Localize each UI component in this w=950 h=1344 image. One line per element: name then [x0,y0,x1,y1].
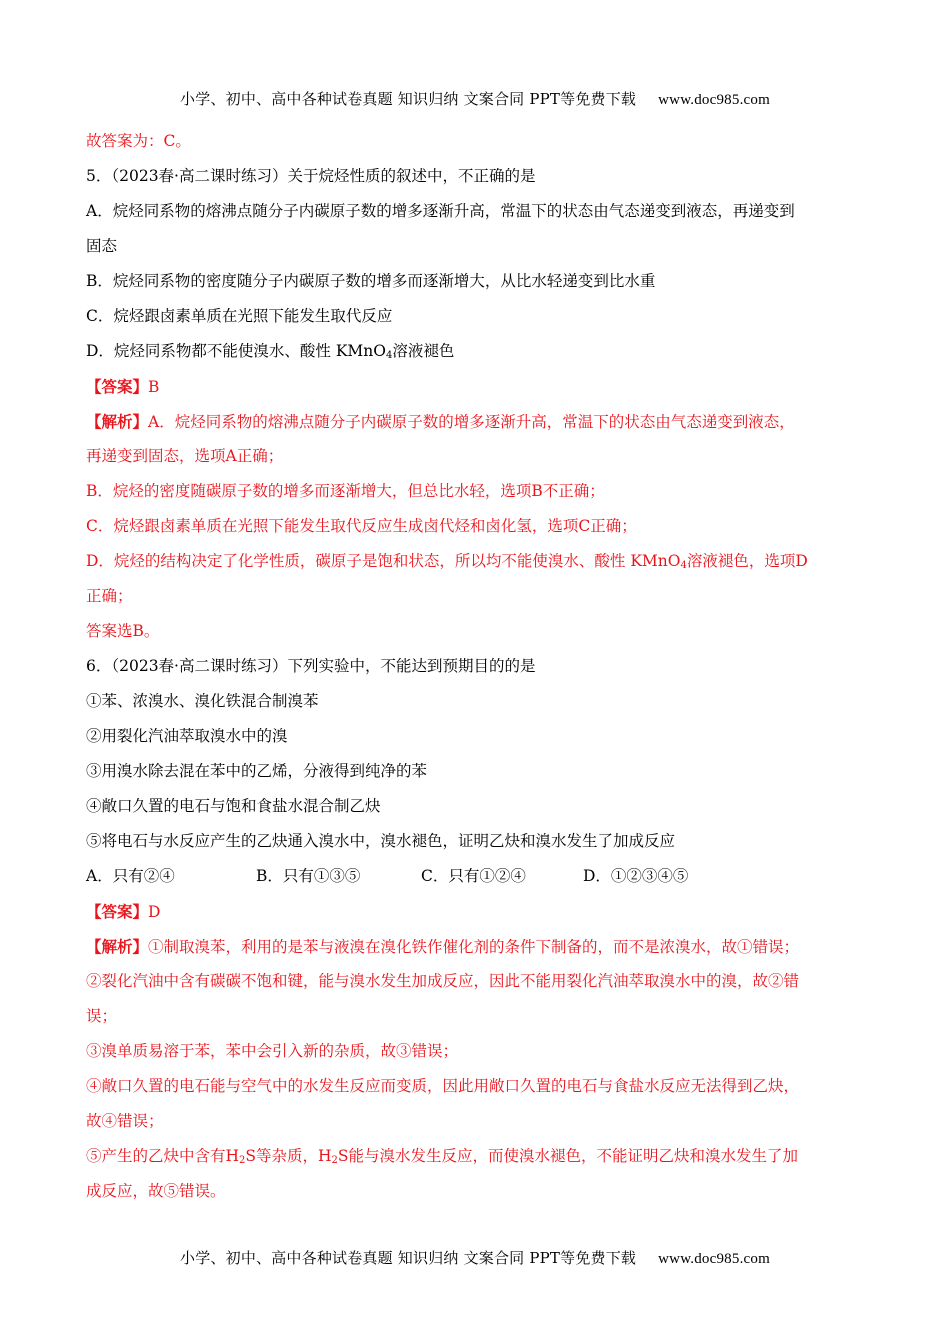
q6-option-c: C．只有①②④ [421,867,526,885]
header-text: 小学、初中、高中各种试卷真题 知识归纳 文案合同 PPT等免费下载 [180,90,637,108]
q5-analysis-line5: D．烷烃的结构决定了化学性质，碳原子是饱和状态，所以均不能使溴水、酸性 KMnO$_4$溶液褪色，选项D [86,552,808,571]
q5-option-a-line1: A．烷烃同系物的熔沸点随分子内碳原子数的增多逐渐升高，常温下的状态由气态递变到液态，再递变到 [86,202,795,220]
q5-option-c: C．烷烃跟卤素单质在光照下能发生取代反应 [86,307,393,325]
q6-statement-4: ④敞口久置的电石与饱和食盐水混合制乙炔 [86,797,381,815]
q6-option-d: D．①②③④⑤ [583,867,689,885]
q6-analysis-line2: ②裂化汽油中含有碳碳不饱和键，能与溴水发生加成反应，因此不能用裂化汽油萃取溴水中的溴，故②错 [86,972,800,990]
footer-text: 小学、初中、高中各种试卷真题 知识归纳 文案合同 PPT等免费下载 [180,1249,637,1267]
q6-option-a: A．只有②④ [86,867,175,885]
q6-analysis-line4: ③溴单质易溶于苯，苯中会引入新的杂质，故③错误； [86,1042,459,1060]
q5-answer: 【答案】B [86,377,160,396]
q6-answer: 【答案】D [86,902,161,921]
q5-stem: 5．（2023春·高二课时练习）关于烷烃性质的叙述中，不正确的是 [86,167,536,185]
q5-analysis-line1: 【解析】A．烷烃同系物的熔沸点随分子内碳原子数的增多逐渐升高，常温下的状态由气态递变到液态， [86,412,795,431]
q6-analysis-line5: ④敞口久置的电石能与空气中的水发生反应而变质，因此用敞口久置的电石与食盐水反应无法得到乙炔， [86,1077,800,1095]
q6-statement-1: ①苯、浓溴水、溴化铁混合制溴苯 [86,692,319,710]
q5-option-b: B．烷烃同系物的密度随分子内碳原子数的增多而逐渐增大，从比水轻递变到比水重 [86,272,656,290]
q5-analysis-line7: 答案选B。 [86,622,160,640]
q6-statement-3: ③用溴水除去混在苯中的乙烯，分液得到纯净的苯 [86,762,428,780]
q5-option-a-line2: 固态 [86,237,118,255]
q6-option-b: B．只有①③⑤ [256,867,361,885]
document-body [86,124,866,1209]
footer-url[interactable]: www.doc985.com [658,1251,770,1267]
q6-analysis-line1: 【解析】①制取溴苯，利用的是苯与液溴在溴化铁作催化剂的条件下制备的，而不是浓溴水，故①错误； [86,937,800,956]
header-url[interactable]: www.doc985.com [658,92,770,108]
q5-analysis-line4: C．烷烃跟卤素单质在光照下能发生取代反应生成卤代烃和卤化氢，选项C正确； [86,517,637,535]
q6-analysis-line6: 故④错误； [86,1112,164,1130]
q6-statement-2: ②用裂化汽油萃取溴水中的溴 [86,727,288,745]
q6-options [86,859,866,894]
q6-stem: 6．（2023春·高二课时练习）下列实验中，不能达到预期目的的是 [86,657,536,675]
q6-analysis-line8: 成反应，故⑤错误。 [86,1182,226,1200]
page-footer [0,1247,950,1268]
page-header [0,88,950,109]
q6-analysis-line3: 误； [86,1007,118,1025]
q5-analysis-line2: 再递变到固态，选项A正确； [86,447,284,465]
q6-analysis-line7: ⑤产生的乙炔中含有$H_2S$等杂质，$H_2S$能与溴水发生反应，而使溴水褪色，不能证明乙炔和溴水发生了加 [86,1147,799,1166]
q5-analysis-line3: B．烷烃的密度随碳原子数的增多而逐渐增大，但总比水轻，选项B不正确； [86,482,605,500]
q6-statement-5: ⑤将电石与水反应产生的乙炔通入溴水中，溴水褪色，证明乙炔和溴水发生了加成反应 [86,832,676,850]
q5-option-d: D．烷烃同系物都不能使溴水、酸性 KMnO$_4$溶液褪色 [86,342,455,361]
q5-analysis-line6: 正确； [86,587,133,605]
previous-answer: 故答案为：C。 [86,132,191,150]
